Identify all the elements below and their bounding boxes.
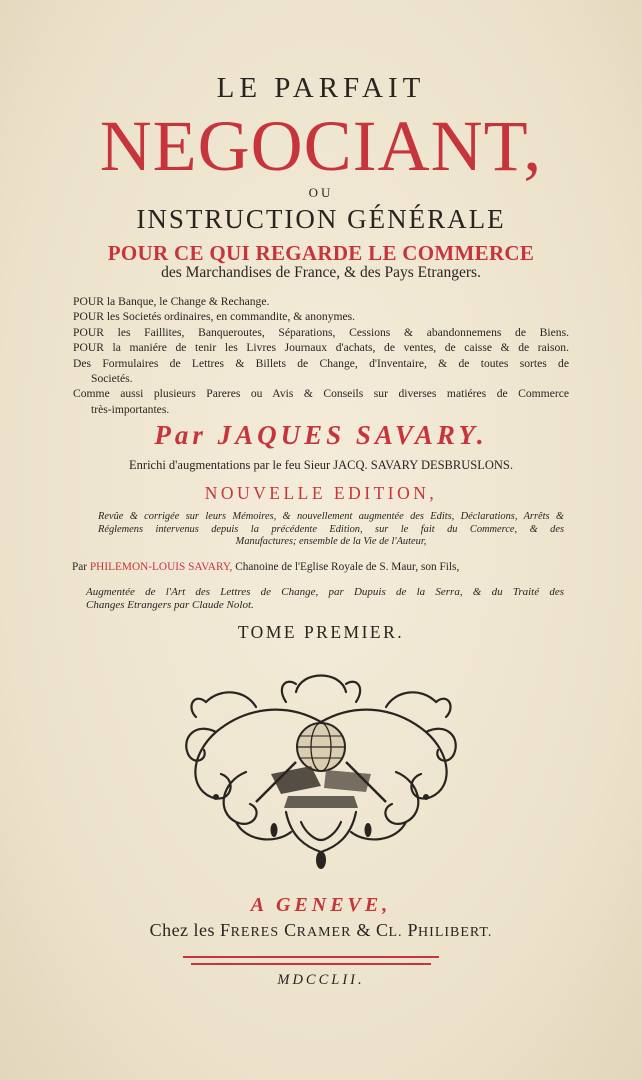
printers-ornament-engraving [176, 662, 466, 872]
publisher-part: RERES [230, 925, 280, 940]
revision-line: Manufactures; ensemble de la Vie de l'Auteur, [235, 536, 427, 548]
contents-item: POUR les Societés ordinaires, en commandite, & anonymes. [73, 310, 356, 324]
revision-line: Réglemens intervenus depuis la précédente Edition, sur le fait du Commerce, & des [98, 523, 564, 535]
red-rule-bottom [191, 963, 431, 965]
publisher-part: L. [388, 925, 403, 940]
volume-label: TOME PREMIER. [237, 622, 405, 642]
enrichi-line: Enrichi d'augmentations par le feu Sieur JACQ. SAVARY DESBRUSLONS. [129, 458, 513, 472]
publication-date: MDCCLII. [277, 972, 365, 988]
editor-title: Chanoine de l'Eglise Royale de S. Maur, son Fils, [235, 561, 460, 573]
editor-line [72, 561, 568, 573]
augmentation-line: Changes Etrangers par Claude Nolot. [86, 599, 254, 611]
contents-item: POUR la maniére de tenir les Livres Journaux d'achats, de ventes, de caisse & de raison. [73, 341, 569, 355]
publisher-part: RAMER [296, 925, 352, 940]
edition-line: NOUVELLE EDITION, [204, 483, 438, 503]
conjunction-ou: OU [308, 185, 334, 200]
publisher-part: C [279, 920, 297, 940]
red-rule-top [183, 956, 439, 958]
augmentation-note [86, 586, 564, 612]
editor-name: PHILEMON-LOUIS SAVARY, [89, 561, 233, 573]
revision-note [98, 511, 564, 549]
contents-item: Comme aussi plusieurs Pareres ou Avis & Conseils sur diverses matiéres de Commerce [73, 387, 569, 401]
contents-item: Societés. [91, 372, 133, 386]
editor-prefix: Par [72, 561, 88, 573]
revision-line: Revûe & corrigée sur leurs Mémoires, & nouvellement augmentée des Edits, Déclarations, Arrêts & [98, 511, 564, 522]
subtitle: INSTRUCTION GÉNÉRALE [136, 204, 506, 234]
publisher-part: Chez les F [149, 920, 231, 940]
author-line: Par JAQUES SAVARY. [154, 420, 488, 450]
publisher-line [0, 920, 642, 941]
main-title: NEGOCIANT, [99, 106, 543, 186]
contents-item: Des Formulaires de Lettres & Billets de Change, d'Inventaire, & de toutes sortes de [73, 356, 569, 370]
contents-item: POUR la Banque, le Change & Rechange. [73, 295, 270, 308]
contents-item: POUR les Faillites, Banqueroutes, Séparations, Cessions & abandonnemens de Biens. [73, 325, 569, 339]
subtitle-red: POUR CE QUI REGARDE LE COMMERCE [107, 241, 535, 265]
publisher-part: HILIBERT. [418, 925, 493, 940]
title-line-1: LE PARFAIT [216, 72, 426, 104]
publisher-part: P [402, 920, 419, 940]
augmentation-line: Augmentée de l'Art des Lettres de Change, par Dupuis de la Serra, & du Traité des [86, 586, 564, 598]
subtitle-line-3: des Marchandises de France, & des Pays Etrangers. [161, 264, 481, 281]
publisher-part: & C [351, 920, 389, 940]
contents-list [73, 294, 569, 417]
place-of-publication: A GENEVE, [250, 894, 392, 916]
contents-item: très-importantes. [91, 402, 170, 416]
